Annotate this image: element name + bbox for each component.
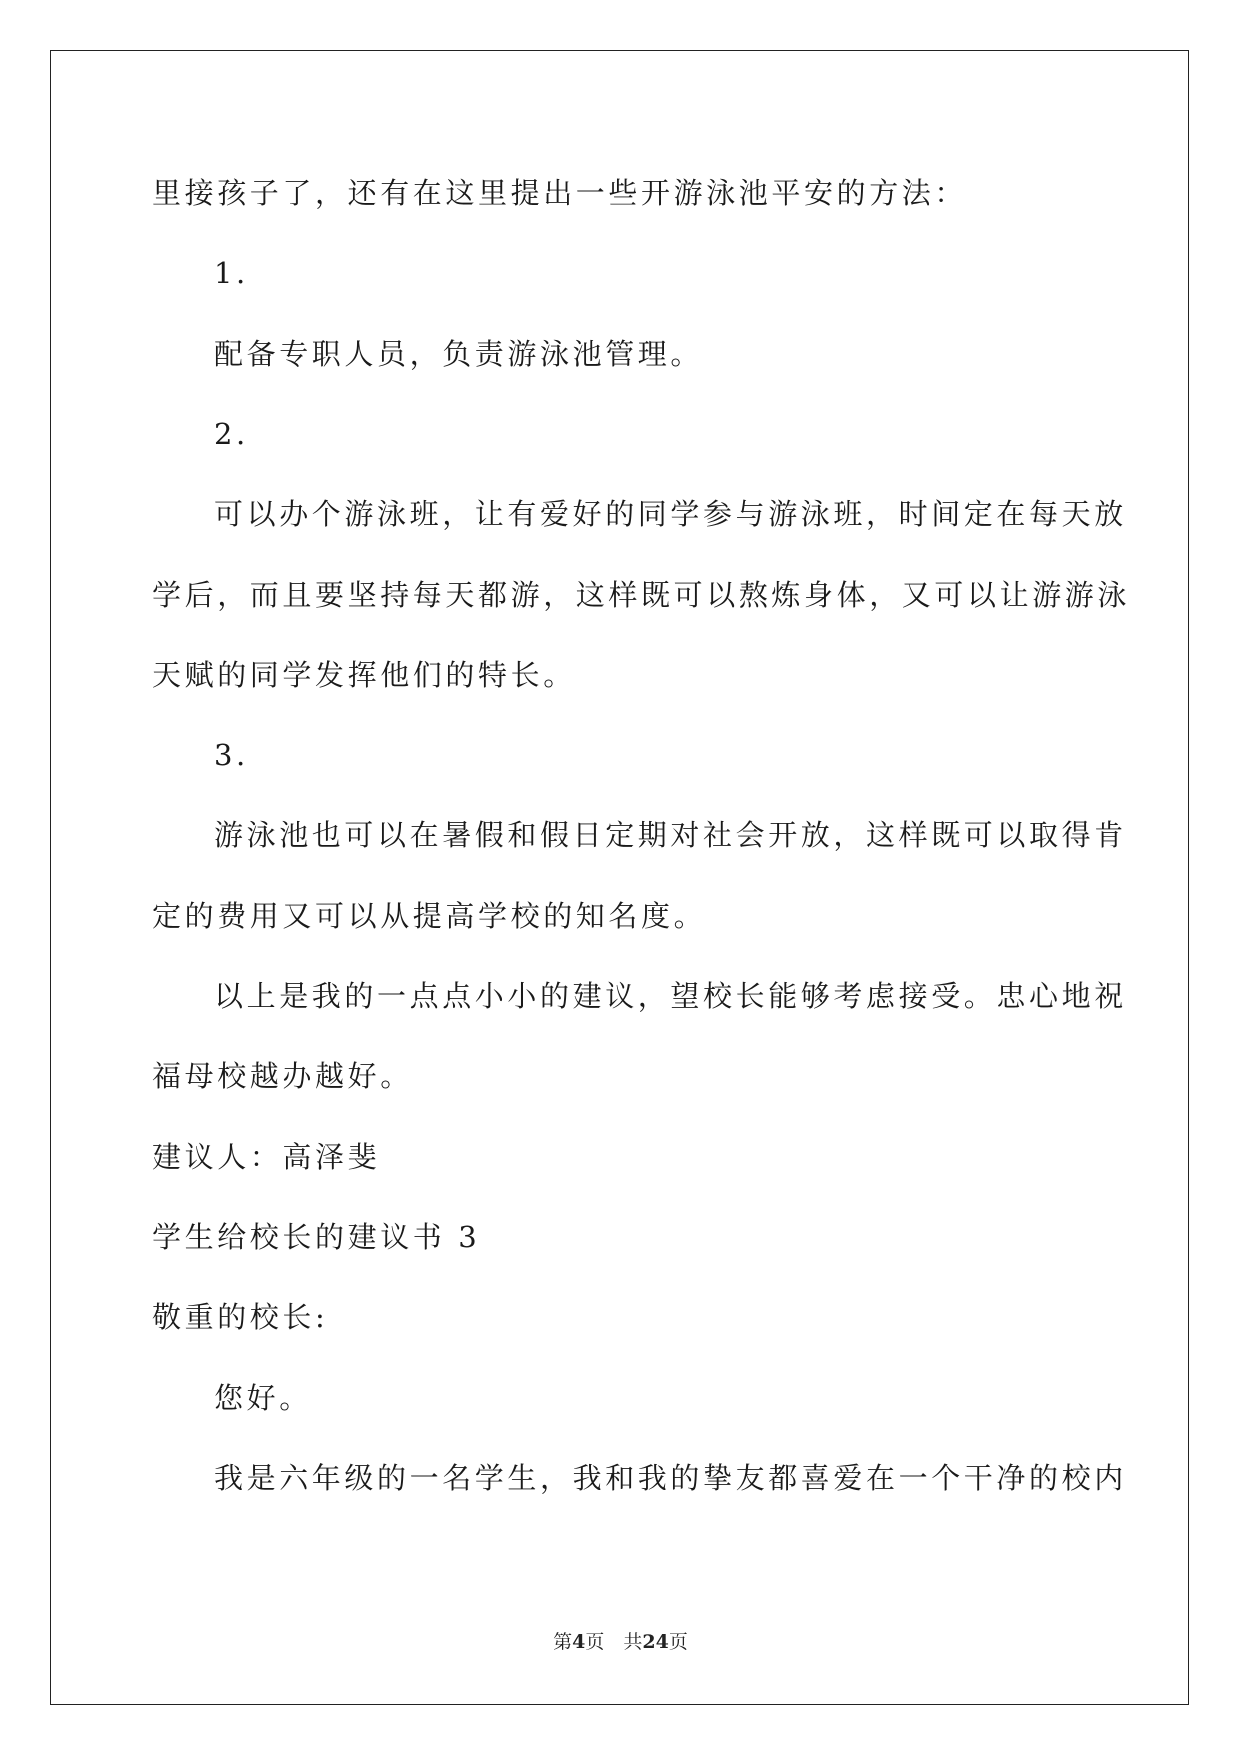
list-number: 3. [214, 738, 249, 772]
page-border [50, 50, 1189, 1705]
list-number: 1. [214, 256, 249, 290]
text-line: 以上是我的一点点小小的建议，望校长能够考虑接受。忠心地祝 [214, 979, 1127, 1013]
text-line: 定的费用又可以从提高学校的知名度。 [152, 899, 707, 933]
text-line: 天赋的同学发挥他们的特长。 [152, 658, 576, 692]
text-line: 游泳池也可以在暑假和假日定期对社会开放，这样既可以取得肯 [214, 818, 1127, 852]
section-heading: 学生给校长的建议书 3 [152, 1220, 481, 1254]
text-line: 配备专职人员，负责游泳池管理。 [214, 337, 704, 371]
text-line: 里接孩子了，还有在这里提出一些开游泳池平安的方法： [152, 176, 968, 210]
page-footer [0, 1630, 1241, 1654]
text-line: 可以办个游泳班，让有爱好的同学参与游泳班，时间定在每天放 [214, 497, 1127, 531]
footer-page-number: 4 [572, 1631, 586, 1653]
footer-mid: 页 共 [585, 1631, 643, 1653]
footer-total-pages: 24 [642, 1631, 669, 1653]
greeting: 您好。 [214, 1381, 312, 1415]
salutation: 敬重的校长: [152, 1300, 329, 1334]
signature-line: 建议人：高泽斐 [152, 1140, 381, 1174]
text-line: 我是六年级的一名学生，我和我的挚友都喜爱在一个干净的校内 [214, 1461, 1127, 1495]
text-line: 学后，而且要坚持每天都游，这样既可以熬炼身体，又可以让游游泳 [152, 578, 1131, 612]
footer-suffix: 页 [668, 1631, 688, 1653]
text-line: 福母校越办越好。 [152, 1059, 413, 1093]
list-number: 2. [214, 417, 249, 451]
footer-prefix: 第 [553, 1631, 573, 1653]
